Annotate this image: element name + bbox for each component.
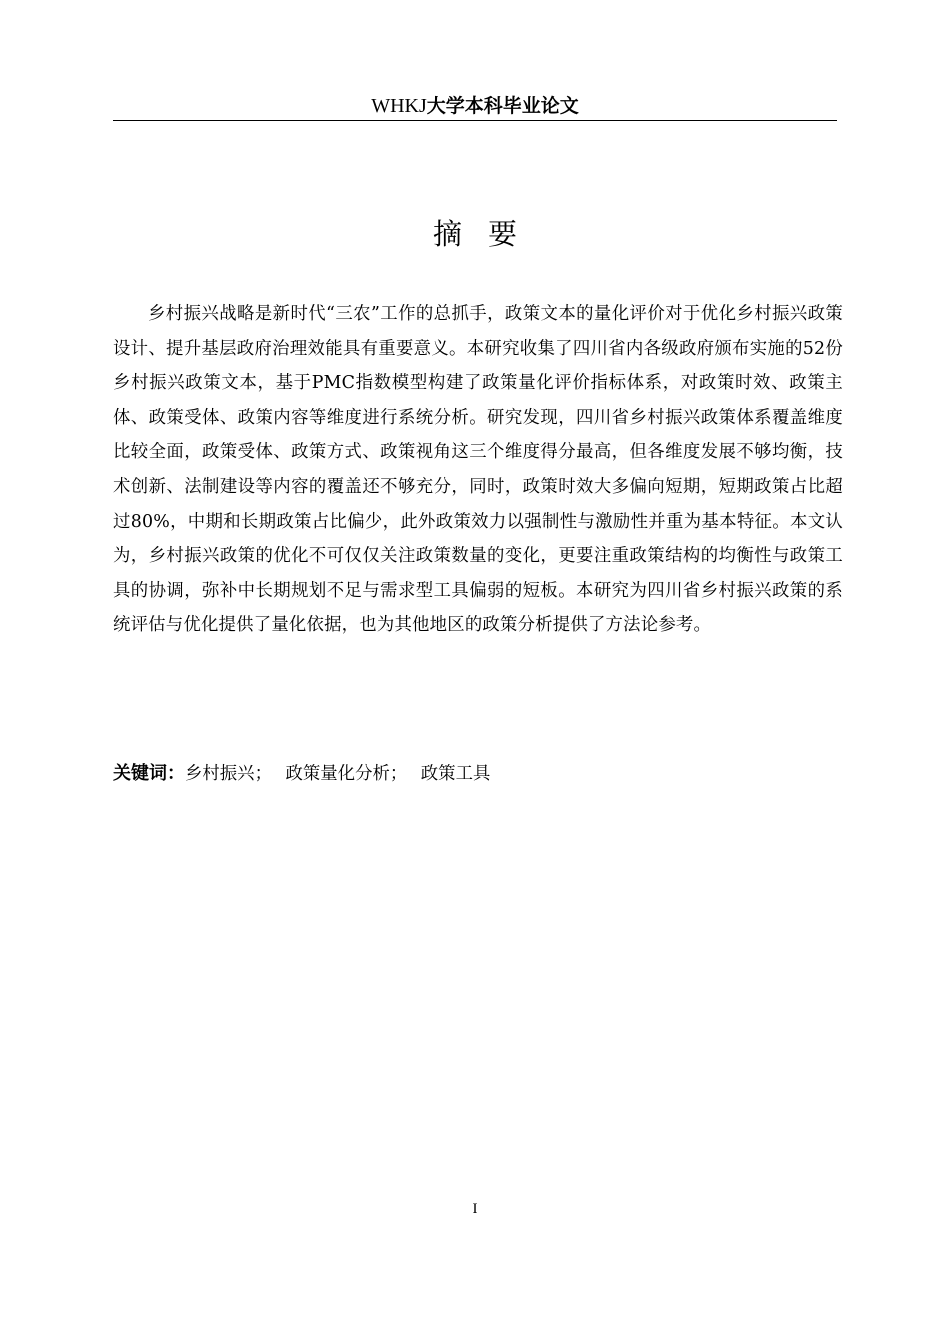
- header-title: [371, 95, 579, 117]
- abstract-body: 乡村振兴战略是新时代“三农”工作的总抓手，政策文本的量化评价对于优化乡村振兴政策设计、提升基层政府治理效能具有重要意义。本研究收集了四川省内各级政府颁布实施的52份乡村振兴政策文本，基于PMC指数模型构建了政策量化评价指标体系，对政策时效、政策主体、政策受体、政策内容等维度进行系统分析。研究发现，四川省乡村振兴政策体系覆盖维度比较全面，政策受体、政策方式、政策视角这三个维度得分最高，但各维度发展不够均衡，技术创新、法制建设等内容的覆盖还不够充分，同时，政策时效大多偏向短期，短期政策占比超过80%，中期和长期政策占比偏少，此外政策效力以强制性与激励性并重为基本特征。本文认为，乡村振兴政策的优化不可仅仅关注政策数量的变化，更要注重政策结构的均衡性与政策工具的协调，弥补中长期规划不足与需求型工具偏弱的短板。本研究为四川省乡村振兴政策的系统评估与优化提供了量化依据，也为其他地区的政策分析提供了方法论参考。: [113, 304, 843, 636]
- running-header: [113, 92, 837, 120]
- keywords-label: 关键词：: [113, 763, 185, 784]
- keyword-item: 政策量化分析；: [285, 764, 408, 784]
- keywords-line: [113, 757, 837, 791]
- abstract-title: 摘要: [432, 217, 543, 251]
- header-rule: [113, 120, 837, 121]
- header-school-code: WHKJ: [371, 95, 427, 117]
- page-number: I: [472, 1201, 478, 1217]
- header-thesis-type: 大学本科毕业论文: [426, 95, 579, 117]
- keyword-item: 政策工具: [420, 764, 491, 784]
- keyword-item: 乡村振兴；: [185, 764, 272, 784]
